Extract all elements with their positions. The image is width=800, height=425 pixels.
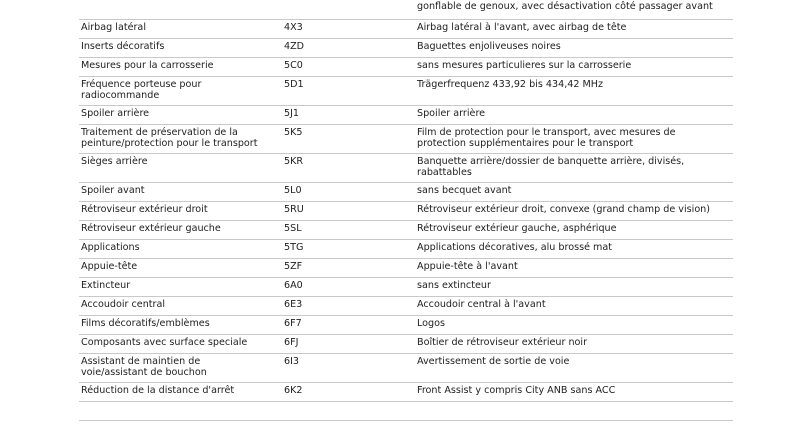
table-row xyxy=(79,278,733,297)
feature-description: Avertissement de sortie de voie xyxy=(417,356,570,367)
feature-label: Applications xyxy=(81,242,140,253)
feature-label: Mesures pour la carrosserie xyxy=(81,60,214,71)
table-row xyxy=(79,125,733,154)
feature-label: Extincteur xyxy=(81,280,131,291)
feature-description: Applications décoratives, alu brossé mat xyxy=(417,242,613,253)
table-row xyxy=(79,154,733,183)
feature-description: gonflable de genoux, avec désactivation côté passager avant xyxy=(417,1,713,13)
feature-description: Boîtier de rétroviseur extérieur noir xyxy=(417,337,588,348)
table-row xyxy=(79,259,733,278)
equipment-table xyxy=(79,0,733,421)
feature-description: Appuie-tête à l'avant xyxy=(417,261,518,272)
feature-description: Logos xyxy=(417,318,446,329)
feature-label: Rétroviseur extérieur gauche xyxy=(81,223,221,234)
option-code: 5ZF xyxy=(284,261,303,272)
feature-label: Sièges arrière xyxy=(81,156,148,167)
feature-label: Spoiler arrière xyxy=(81,108,150,119)
feature-description: sans extincteur xyxy=(417,280,491,291)
feature-description: sans becquet avant xyxy=(417,185,512,196)
table-row xyxy=(79,20,733,39)
feature-label: Inserts décoratifs xyxy=(81,41,165,52)
feature-label: Accoudoir central xyxy=(81,299,166,310)
feature-label: Assistant de maintien de voie/assistant de bouchon xyxy=(81,356,207,379)
table-row xyxy=(79,383,733,402)
option-code: 6I3 xyxy=(284,356,300,367)
feature-label: Composants avec surface speciale xyxy=(81,337,248,348)
feature-description: Spoiler arrière xyxy=(417,108,486,119)
option-code: 5L0 xyxy=(284,185,302,196)
option-code: 6E3 xyxy=(284,299,303,310)
feature-description: sans mesures particulieres sur la carrosserie xyxy=(417,60,632,71)
table-row xyxy=(79,354,733,383)
feature-description: Banquette arrière/dossier de banquette arrière, divisés, rabattables xyxy=(417,156,685,179)
option-code: 4ZD xyxy=(284,41,305,52)
table-row xyxy=(79,202,733,221)
table-row xyxy=(79,58,733,77)
table-row xyxy=(79,316,733,335)
table-row xyxy=(79,39,733,58)
option-code: 5TG xyxy=(284,242,304,253)
option-code: 5SL xyxy=(284,223,302,234)
feature-label: Appuie-tête xyxy=(81,261,138,272)
feature-description: Rétroviseur extérieur droit, convexe (grand champ de vision) xyxy=(417,204,711,215)
table-row xyxy=(79,221,733,240)
table-row xyxy=(79,0,733,20)
table-row xyxy=(79,106,733,125)
feature-description: Airbag latéral à l'avant, avec airbag de tête xyxy=(417,22,627,33)
option-code: 5RU xyxy=(284,204,304,215)
option-code: 5J1 xyxy=(284,108,300,119)
option-code xyxy=(284,0,404,1)
table-row xyxy=(79,77,733,106)
option-code: 5C0 xyxy=(284,60,303,71)
feature-label: Fréquence porteuse pour radiocommande xyxy=(81,79,202,102)
table-row xyxy=(79,240,733,259)
feature-description: Accoudoir central à l'avant xyxy=(417,299,546,310)
option-code: 6FJ xyxy=(284,337,299,348)
feature-label: Airbag latéral xyxy=(81,22,146,33)
feature-label: Films décoratifs/emblèmes xyxy=(81,318,210,329)
feature-label xyxy=(81,0,277,1)
feature-description: Trägerfrequenz 433,92 bis 434,42 MHz xyxy=(417,79,604,90)
option-code: 6A0 xyxy=(284,280,303,291)
option-code: 5D1 xyxy=(284,79,304,90)
table-row xyxy=(79,183,733,202)
feature-description: Film de protection pour le transport, avec mesures de protection supplémentaires pour le transport xyxy=(417,127,676,150)
feature-label: Traitement de préservation de la peinture/protection pour le transport xyxy=(81,127,258,150)
option-code: 5K5 xyxy=(284,127,303,138)
feature-label: Rétroviseur extérieur droit xyxy=(81,204,208,215)
option-code: 6F7 xyxy=(284,318,302,329)
feature-description: Baguettes enjoliveuses noires xyxy=(417,41,561,52)
table-row xyxy=(79,402,733,421)
table-row xyxy=(79,297,733,316)
table-row xyxy=(79,335,733,354)
option-code: 6K2 xyxy=(284,385,303,396)
feature-description: Front Assist y compris City ANB sans ACC xyxy=(417,385,616,396)
option-code: 4X3 xyxy=(284,22,303,33)
feature-label: Réduction de la distance d'arrêt xyxy=(81,385,235,396)
option-code: 5KR xyxy=(284,156,304,167)
feature-description: Rétroviseur extérieur gauche, asphérique xyxy=(417,223,617,234)
feature-label: Spoiler avant xyxy=(81,185,145,196)
